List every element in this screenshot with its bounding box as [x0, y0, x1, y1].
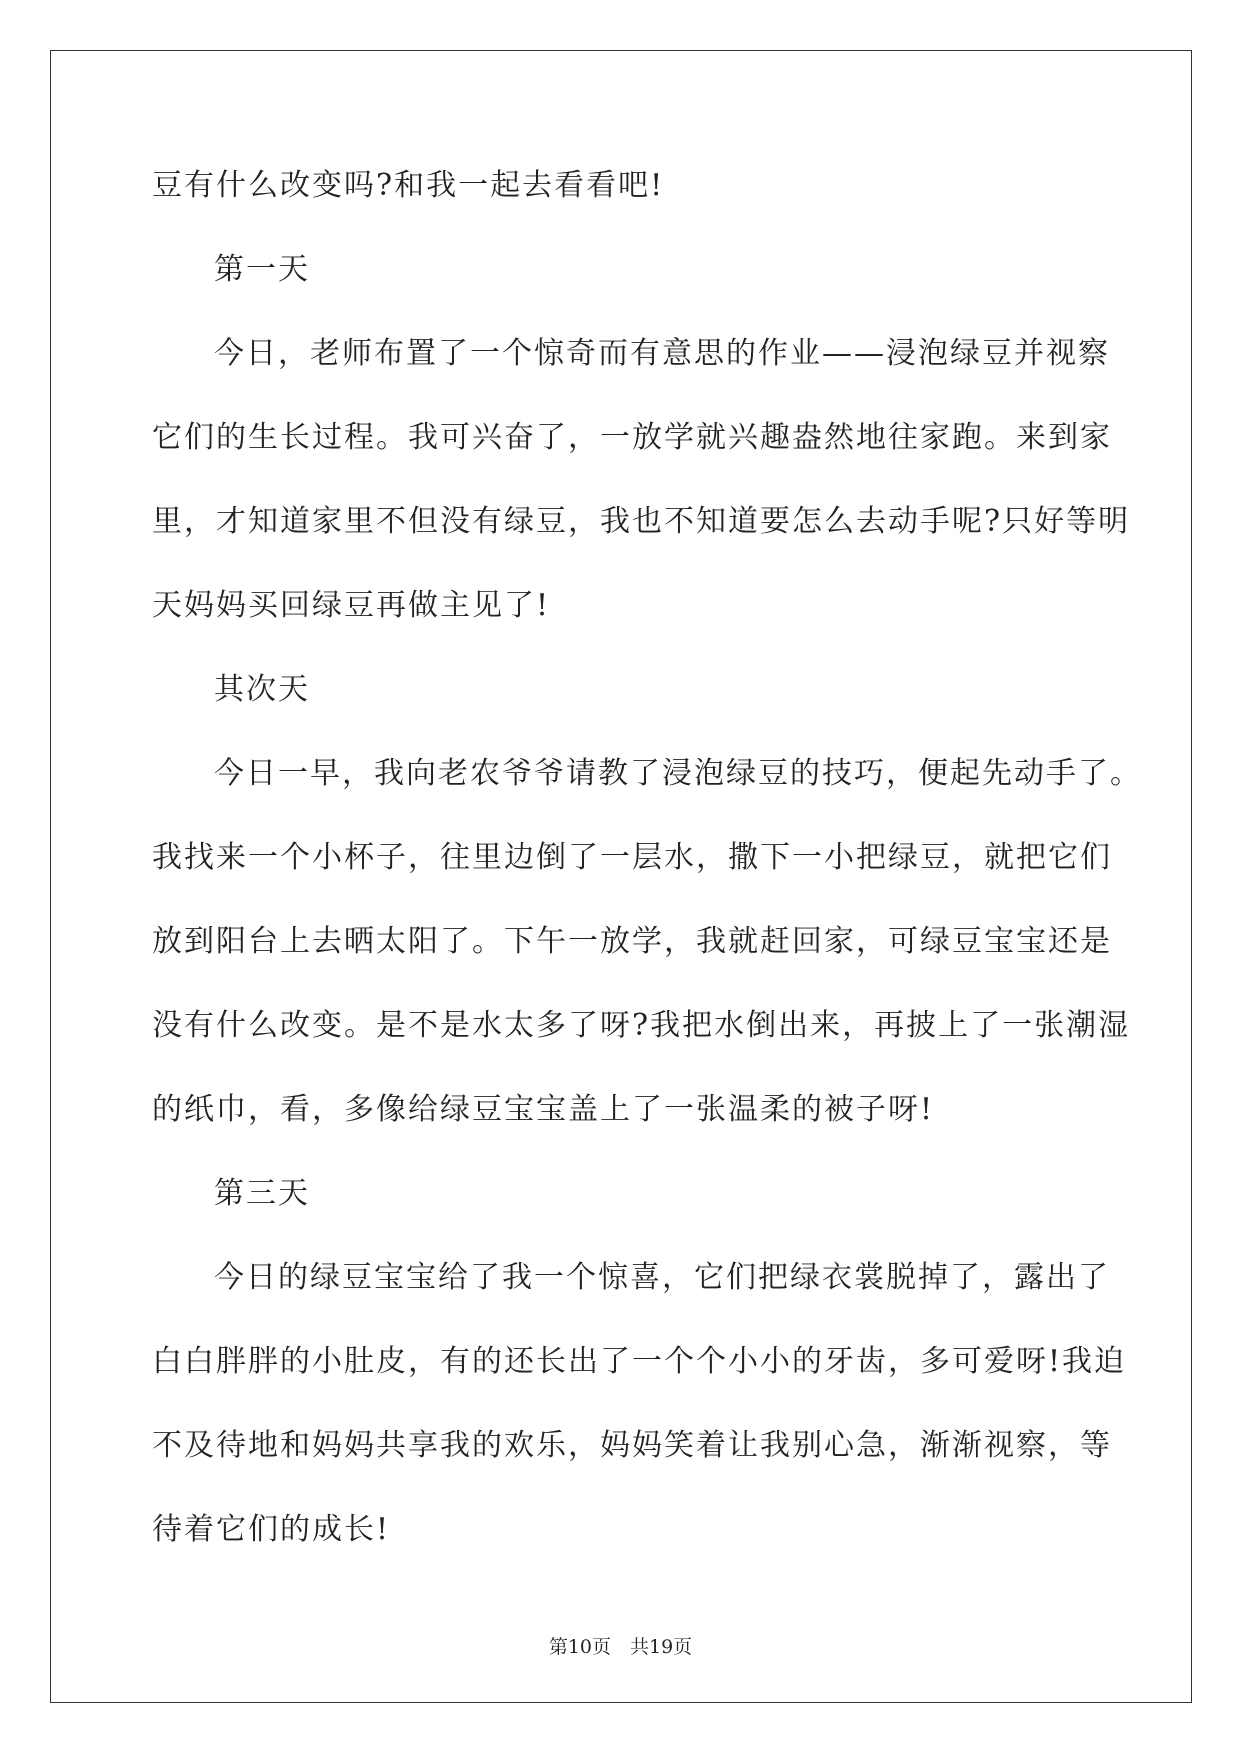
text-line: 今日一早，我向老农爷爷请教了浸泡绿豆的技巧，便起先动手了。	[214, 756, 1142, 791]
section-heading-day-1: 第一天	[214, 252, 310, 287]
text-line: 放到阳台上去晒太阳了。下午一放学，我就赶回家，可绿豆宝宝还是	[152, 924, 1112, 959]
page-number-footer: 第10页 共19页	[548, 1636, 693, 1658]
text-line: 豆有什么改变吗?和我一起去看看吧!	[152, 168, 665, 203]
text-line: 白白胖胖的小肚皮，有的还长出了一个个小小的牙齿，多可爱呀!我迫	[152, 1344, 1127, 1379]
text-line: 没有什么改变。是不是水太多了呀?我把水倒出来，再披上了一张潮湿	[152, 1008, 1131, 1043]
text-line: 不及待地和妈妈共享我的欢乐，妈妈笑着让我别心急，渐渐视察，等	[152, 1428, 1112, 1463]
text-line: 今日，老师布置了一个惊奇而有意思的作业——浸泡绿豆并视察	[214, 336, 1110, 371]
text-line: 我找来一个小杯子，往里边倒了一层水，撒下一小把绿豆，就把它们	[152, 840, 1112, 875]
text-line: 天妈妈买回绿豆再做主见了!	[152, 588, 551, 623]
text-line: 它们的生长过程。我可兴奋了，一放学就兴趣盎然地往家跑。来到家	[152, 420, 1112, 455]
section-heading-day-2: 其次天	[214, 672, 310, 707]
section-heading-day-3: 第三天	[214, 1176, 310, 1211]
text-line: 里，才知道家里不但没有绿豆，我也不知道要怎么去动手呢?只好等明	[152, 504, 1131, 539]
text-line: 待着它们的成长!	[152, 1512, 391, 1547]
document-body	[152, 165, 1142, 1593]
text-line: 今日的绿豆宝宝给了我一个惊喜，它们把绿衣裳脱掉了，露出了	[214, 1260, 1110, 1295]
text-line: 的纸巾，看，多像给绿豆宝宝盖上了一张温柔的被子呀!	[152, 1092, 935, 1127]
